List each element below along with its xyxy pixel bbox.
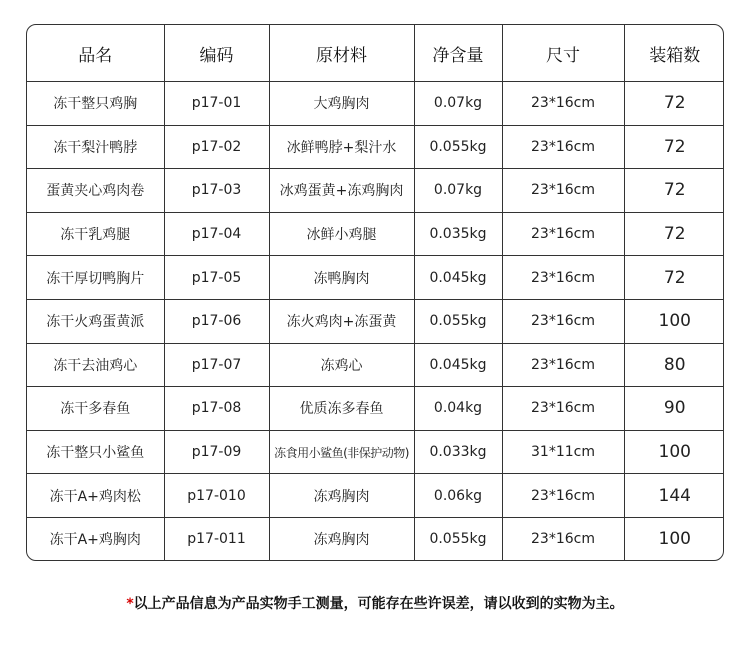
cell-box-quantity: 100	[624, 517, 724, 560]
cell-net-weight: 0.06kg	[414, 474, 502, 518]
cell-net-weight: 0.045kg	[414, 343, 502, 387]
cell-net-weight: 0.045kg	[414, 256, 502, 300]
cell-size: 23*16cm	[502, 343, 624, 387]
note-text: 以上产品信息为产品实物手工测量，可能存在些许误差，请以收到的实物为主。	[133, 596, 624, 612]
cell-box-quantity: 72	[624, 125, 724, 169]
cell-size: 23*16cm	[502, 517, 624, 560]
cell-size: 23*16cm	[502, 125, 624, 169]
table-header-row	[27, 25, 724, 82]
table-body	[27, 82, 724, 561]
cell-code: p17-07	[164, 343, 269, 387]
cell-net-weight: 0.07kg	[414, 82, 502, 126]
header-product-name: 品名	[27, 25, 164, 82]
cell-product-name: 冻干火鸡蛋黄派	[27, 299, 164, 343]
cell-code: p17-01	[164, 82, 269, 126]
cell-product-name: 冻干整只小鲨鱼	[27, 430, 164, 474]
table-row	[27, 387, 724, 431]
cell-ingredients: 冻食用小鲨鱼(非保护动物)	[269, 430, 414, 474]
cell-box-quantity: 100	[624, 299, 724, 343]
cell-product-name: 冻干乳鸡腿	[27, 212, 164, 256]
cell-net-weight: 0.04kg	[414, 387, 502, 431]
cell-box-quantity: 72	[624, 169, 724, 213]
cell-code: p17-011	[164, 517, 269, 560]
header-box-quantity: 装箱数	[624, 25, 724, 82]
cell-code: p17-04	[164, 212, 269, 256]
cell-code: p17-010	[164, 474, 269, 518]
cell-code: p17-08	[164, 387, 269, 431]
disclaimer-note	[0, 593, 750, 613]
cell-product-name: 冻干梨汁鸭脖	[27, 125, 164, 169]
cell-net-weight: 0.055kg	[414, 125, 502, 169]
header-net-weight: 净含量	[414, 25, 502, 82]
product-table-container	[26, 24, 724, 561]
cell-code: p17-02	[164, 125, 269, 169]
cell-net-weight: 0.033kg	[414, 430, 502, 474]
table-row	[27, 299, 724, 343]
cell-code: p17-09	[164, 430, 269, 474]
cell-product-name: 冻干A+鸡胸肉	[27, 517, 164, 560]
cell-size: 23*16cm	[502, 474, 624, 518]
cell-ingredients: 冰鲜鸭脖+梨汁水	[269, 125, 414, 169]
cell-box-quantity: 72	[624, 256, 724, 300]
cell-box-quantity: 144	[624, 474, 724, 518]
cell-product-name: 冻干去油鸡心	[27, 343, 164, 387]
table-row	[27, 169, 724, 213]
table-row	[27, 256, 724, 300]
cell-product-name: 蛋黄夹心鸡肉卷	[27, 169, 164, 213]
cell-box-quantity: 80	[624, 343, 724, 387]
cell-size: 23*16cm	[502, 387, 624, 431]
cell-net-weight: 0.035kg	[414, 212, 502, 256]
cell-size: 23*16cm	[502, 299, 624, 343]
cell-size: 23*16cm	[502, 256, 624, 300]
cell-box-quantity: 100	[624, 430, 724, 474]
cell-box-quantity: 90	[624, 387, 724, 431]
header-ingredients: 原材料	[269, 25, 414, 82]
cell-code: p17-05	[164, 256, 269, 300]
cell-net-weight: 0.055kg	[414, 517, 502, 560]
cell-size: 23*16cm	[502, 212, 624, 256]
cell-ingredients: 冰鲜小鸡腿	[269, 212, 414, 256]
table-row	[27, 212, 724, 256]
cell-code: p17-03	[164, 169, 269, 213]
cell-box-quantity: 72	[624, 82, 724, 126]
cell-size: 23*16cm	[502, 169, 624, 213]
cell-ingredients: 冻鸭胸肉	[269, 256, 414, 300]
table-row	[27, 343, 724, 387]
table-row	[27, 430, 724, 474]
cell-product-name: 冻干多春鱼	[27, 387, 164, 431]
cell-size: 31*11cm	[502, 430, 624, 474]
cell-size: 23*16cm	[502, 82, 624, 126]
cell-box-quantity: 72	[624, 212, 724, 256]
cell-net-weight: 0.055kg	[414, 299, 502, 343]
table-row	[27, 82, 724, 126]
cell-product-name: 冻干A+鸡肉松	[27, 474, 164, 518]
cell-ingredients: 大鸡胸肉	[269, 82, 414, 126]
cell-ingredients: 冻火鸡肉+冻蛋黄	[269, 299, 414, 343]
note-asterisk: *	[126, 596, 134, 612]
cell-code: p17-06	[164, 299, 269, 343]
cell-ingredients: 冰鸡蛋黄+冻鸡胸肉	[269, 169, 414, 213]
cell-ingredients: 优质冻多春鱼	[269, 387, 414, 431]
header-code: 编码	[164, 25, 269, 82]
header-size: 尺寸	[502, 25, 624, 82]
cell-net-weight: 0.07kg	[414, 169, 502, 213]
cell-ingredients: 冻鸡心	[269, 343, 414, 387]
cell-product-name: 冻干厚切鸭胸片	[27, 256, 164, 300]
cell-ingredients: 冻鸡胸肉	[269, 517, 414, 560]
cell-product-name: 冻干整只鸡胸	[27, 82, 164, 126]
cell-ingredients: 冻鸡胸肉	[269, 474, 414, 518]
table-row	[27, 125, 724, 169]
table-row	[27, 474, 724, 518]
product-table	[27, 25, 724, 560]
table-row	[27, 517, 724, 560]
